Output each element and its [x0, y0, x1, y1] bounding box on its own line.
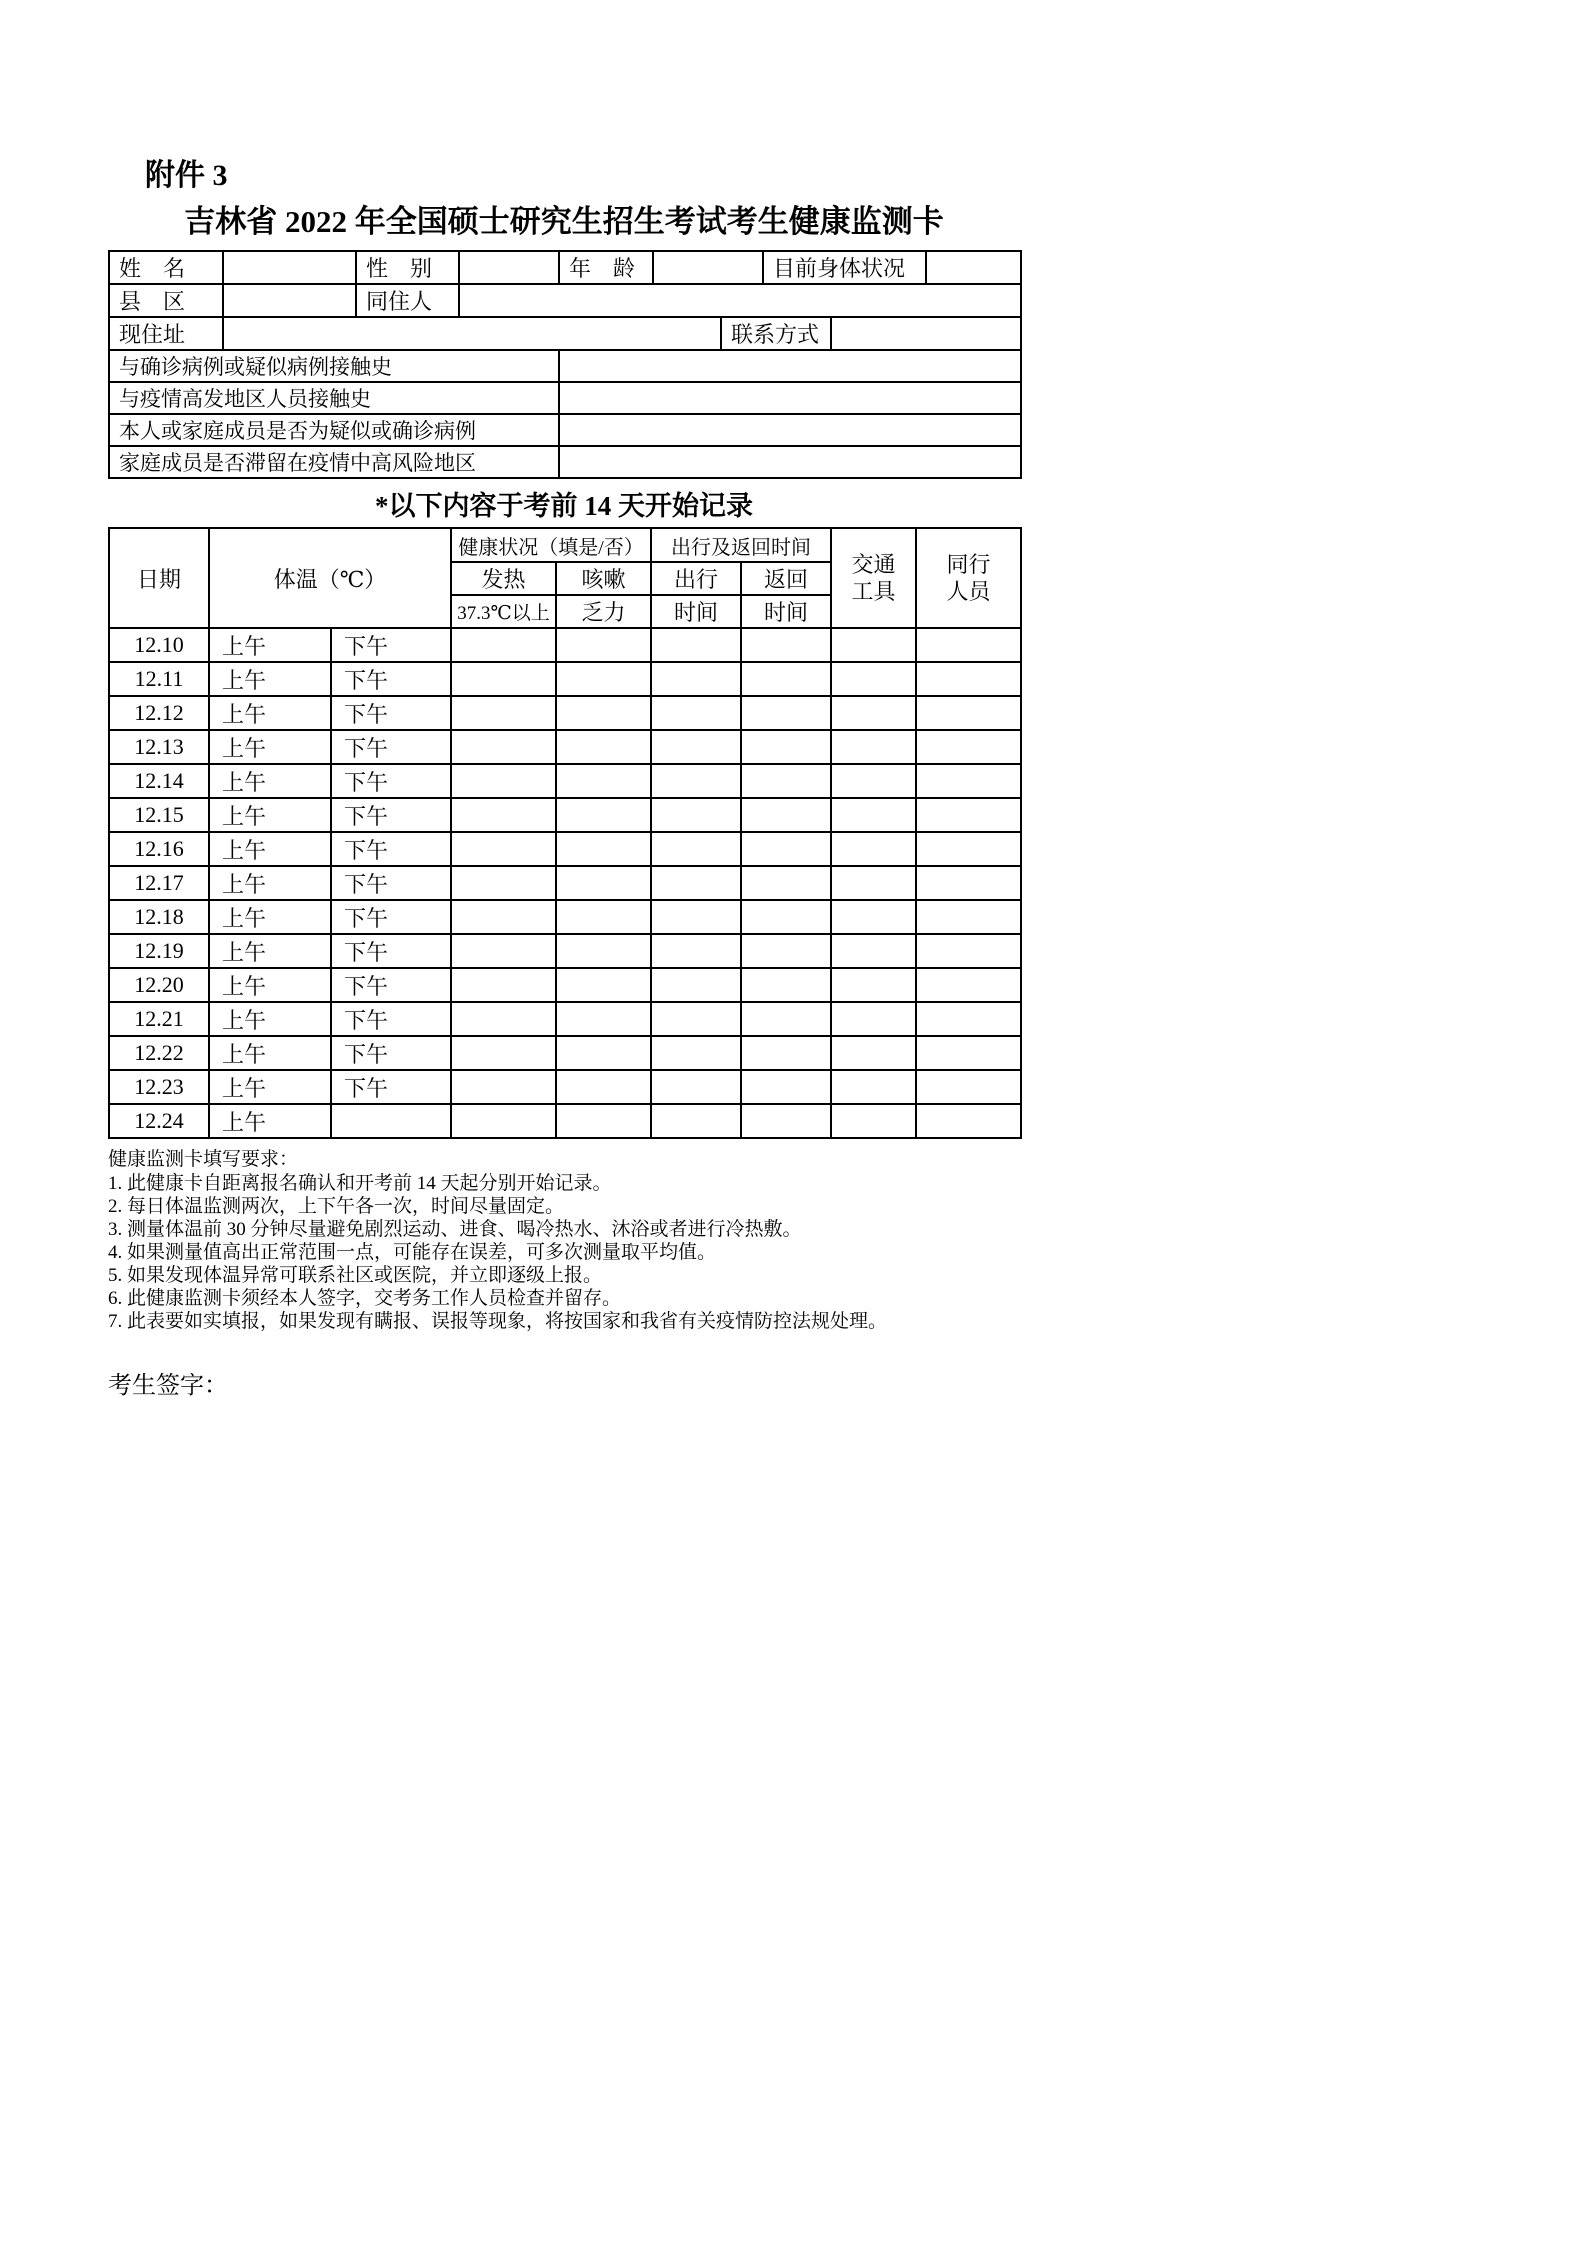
- monitor-depart-cell: [651, 866, 741, 900]
- monitor-row: [109, 934, 1021, 968]
- monitor-companion-cell: [916, 696, 1021, 730]
- monitor-date-cell: 12.18: [109, 900, 209, 934]
- question-label: 与确诊病例或疑似病例接触史: [109, 350, 559, 382]
- monitor-transport-cell: [831, 934, 916, 968]
- monitor-fever-cell: [451, 900, 556, 934]
- monitor-row: [109, 1104, 1021, 1138]
- monitor-companion-cell: [916, 968, 1021, 1002]
- monitor-cough-cell: [556, 832, 651, 866]
- monitor-depart-cell: [651, 764, 741, 798]
- col-header-return: 返回: [741, 562, 831, 595]
- monitor-companion-cell: [916, 662, 1021, 696]
- monitor-row: [109, 662, 1021, 696]
- monitor-am-cell: 上午: [209, 1002, 331, 1036]
- monitor-am-cell: 上午: [209, 1070, 331, 1104]
- col-header-health-status: 健康状况（填是/否）: [451, 528, 651, 562]
- monitor-return-cell: [741, 934, 831, 968]
- monitor-pm-cell: 下午: [331, 832, 451, 866]
- info-row-question: [109, 446, 1021, 478]
- monitor-pm-cell: 下午: [331, 1002, 451, 1036]
- monitor-date-cell: 12.12: [109, 696, 209, 730]
- monitor-fever-cell: [451, 730, 556, 764]
- monitor-pm-cell: 下午: [331, 1070, 451, 1104]
- contact-value-cell: [831, 317, 1021, 350]
- monitor-date-cell: 12.15: [109, 798, 209, 832]
- note-item: 3. 测量体温前 30 分钟尽量避免剧烈运动、进食、喝冷热水、沐浴或者进行冷热敷。: [108, 1219, 802, 1240]
- monitor-return-cell: [741, 798, 831, 832]
- monitor-depart-cell: [651, 1002, 741, 1036]
- col-header-travel-time: 出行及返回时间: [651, 528, 831, 562]
- monitor-row: [109, 764, 1021, 798]
- monitor-am-cell: 上午: [209, 628, 331, 662]
- monitor-transport-cell: [831, 832, 916, 866]
- monitor-depart-cell: [651, 1104, 741, 1138]
- monitor-date-cell: 12.20: [109, 968, 209, 1002]
- col-header-companion: [916, 528, 1021, 628]
- cohabitant-label: 同住人: [356, 284, 459, 317]
- monitor-row: [109, 1002, 1021, 1036]
- monitor-row: [109, 798, 1021, 832]
- monitor-transport-cell: [831, 900, 916, 934]
- monitor-pm-cell: 下午: [331, 900, 451, 934]
- monitor-fever-cell: [451, 628, 556, 662]
- monitor-transport-cell: [831, 764, 916, 798]
- info-row-question: [109, 414, 1021, 446]
- monitor-companion-cell: [916, 1002, 1021, 1036]
- note-item: 5. 如果发现体温异常可联系社区或医院，并立即逐级上报。: [108, 1265, 603, 1286]
- monitor-row: [109, 696, 1021, 730]
- col-header-depart: 出行: [651, 562, 741, 595]
- county-label: 县 区: [109, 284, 223, 317]
- monitor-pm-cell: 下午: [331, 968, 451, 1002]
- gender-label: 性 别: [356, 251, 459, 284]
- monitor-pm-cell: 下午: [331, 696, 451, 730]
- monitor-am-cell: 上午: [209, 764, 331, 798]
- monitor-cough-cell: [556, 968, 651, 1002]
- col-header-transport-line2: 工具: [851, 579, 896, 604]
- monitor-companion-cell: [916, 832, 1021, 866]
- col-header-return-time: 时间: [741, 595, 831, 628]
- monitor-pm-cell: 下午: [331, 866, 451, 900]
- age-label: 年 龄: [559, 251, 653, 284]
- monitor-return-cell: [741, 900, 831, 934]
- monitor-depart-cell: [651, 696, 741, 730]
- monitor-am-cell: 上午: [209, 968, 331, 1002]
- question-label: 与疫情高发地区人员接触史: [109, 382, 559, 414]
- monitor-am-cell: 上午: [209, 730, 331, 764]
- info-row-question: [109, 350, 1021, 382]
- monitor-transport-cell: [831, 730, 916, 764]
- monitor-return-cell: [741, 628, 831, 662]
- name-label: 姓 名: [109, 251, 223, 284]
- monitor-date-cell: 12.22: [109, 1036, 209, 1070]
- col-header-date: 日期: [109, 528, 209, 628]
- monitor-return-cell: [741, 832, 831, 866]
- monitor-cough-cell: [556, 1036, 651, 1070]
- monitor-am-cell: 上午: [209, 866, 331, 900]
- monitor-depart-cell: [651, 934, 741, 968]
- question-label: 家庭成员是否滞留在疫情中高风险地区: [109, 446, 559, 478]
- col-header-fever-threshold: 37.3℃以上: [451, 595, 556, 628]
- info-row-county: [109, 284, 1021, 317]
- info-row-question: [109, 382, 1021, 414]
- monitor-return-cell: [741, 968, 831, 1002]
- section-note: *以下内容于考前 14 天开始记录: [375, 491, 753, 521]
- question-value-cell: [559, 382, 1021, 414]
- monitor-pm-cell: 下午: [331, 1036, 451, 1070]
- monitor-row: [109, 1070, 1021, 1104]
- monitor-fever-cell: [451, 1036, 556, 1070]
- name-value-cell: [223, 251, 356, 284]
- cohabitant-value-cell: [459, 284, 1021, 317]
- monitor-cough-cell: [556, 934, 651, 968]
- monitor-fever-cell: [451, 968, 556, 1002]
- col-header-transport: [831, 528, 916, 628]
- monitor-row: [109, 866, 1021, 900]
- signature-label: 考生签字：: [108, 1373, 228, 1399]
- monitor-return-cell: [741, 1036, 831, 1070]
- monitor-companion-cell: [916, 628, 1021, 662]
- monitor-depart-cell: [651, 662, 741, 696]
- monitor-depart-cell: [651, 968, 741, 1002]
- monitor-return-cell: [741, 696, 831, 730]
- monitor-row: [109, 1036, 1021, 1070]
- gender-value-cell: [459, 251, 559, 284]
- monitor-date-cell: 12.19: [109, 934, 209, 968]
- monitor-companion-cell: [916, 1036, 1021, 1070]
- col-header-depart-time: 时间: [651, 595, 741, 628]
- col-header-temperature: 体温（℃）: [209, 528, 451, 628]
- question-value-cell: [559, 350, 1021, 382]
- monitor-cough-cell: [556, 1002, 651, 1036]
- monitor-depart-cell: [651, 1036, 741, 1070]
- address-label: 现住址: [109, 317, 223, 350]
- col-header-companion-line2: 人员: [946, 579, 991, 604]
- monitor-am-cell: 上午: [209, 662, 331, 696]
- monitor-am-cell: 上午: [209, 696, 331, 730]
- monitor-companion-cell: [916, 764, 1021, 798]
- monitor-date-cell: 12.10: [109, 628, 209, 662]
- monitor-depart-cell: [651, 832, 741, 866]
- monitor-transport-cell: [831, 1104, 916, 1138]
- monitor-return-cell: [741, 1104, 831, 1138]
- monitor-pm-cell: 下午: [331, 798, 451, 832]
- monitor-return-cell: [741, 662, 831, 696]
- question-value-cell: [559, 446, 1021, 478]
- monitor-cough-cell: [556, 628, 651, 662]
- question-value-cell: [559, 414, 1021, 446]
- monitor-fever-cell: [451, 1070, 556, 1104]
- monitor-cough-cell: [556, 900, 651, 934]
- monitor-cough-cell: [556, 764, 651, 798]
- monitor-fever-cell: [451, 798, 556, 832]
- monitor-header-row-1: [109, 528, 1021, 562]
- monitor-return-cell: [741, 730, 831, 764]
- document-content: [108, 158, 1020, 1400]
- current-health-value-cell: [926, 251, 1021, 284]
- monitor-fever-cell: [451, 764, 556, 798]
- monitor-fever-cell: [451, 1104, 556, 1138]
- current-health-label: 目前身体状况: [763, 251, 926, 284]
- monitor-pm-cell: 下午: [331, 730, 451, 764]
- monitor-date-cell: 12.24: [109, 1104, 209, 1138]
- monitor-date-cell: 12.23: [109, 1070, 209, 1104]
- col-header-transport-line1: 交通: [851, 552, 896, 577]
- monitor-cough-cell: [556, 662, 651, 696]
- notes-title: 健康监测卡填写要求：: [108, 1149, 299, 1170]
- monitor-pm-cell: 下午: [331, 628, 451, 662]
- monitor-am-cell: 上午: [209, 900, 331, 934]
- monitor-depart-cell: [651, 628, 741, 662]
- monitor-companion-cell: [916, 1104, 1021, 1138]
- monitor-companion-cell: [916, 900, 1021, 934]
- monitor-pm-cell: 下午: [331, 662, 451, 696]
- notes-section: [108, 1148, 1020, 1333]
- monitor-row: [109, 832, 1021, 866]
- monitor-cough-cell: [556, 1070, 651, 1104]
- monitor-table-body: [109, 628, 1021, 1138]
- monitor-companion-cell: [916, 730, 1021, 764]
- monitor-depart-cell: [651, 1070, 741, 1104]
- monitor-date-cell: 12.21: [109, 1002, 209, 1036]
- notes-list: [108, 1172, 1020, 1333]
- note-item: 4. 如果测量值高出正常范围一点，可能存在误差，可多次测量取平均值。: [108, 1242, 717, 1263]
- note-item: 6. 此健康监测卡须经本人签字，交考务工作人员检查并留存。: [108, 1288, 622, 1309]
- monitor-date-cell: 12.13: [109, 730, 209, 764]
- monitor-transport-cell: [831, 696, 916, 730]
- monitor-fever-cell: [451, 866, 556, 900]
- monitor-date-cell: 12.11: [109, 662, 209, 696]
- info-row-identity: [109, 251, 1021, 284]
- monitor-return-cell: [741, 1070, 831, 1104]
- monitor-fever-cell: [451, 934, 556, 968]
- monitor-transport-cell: [831, 1036, 916, 1070]
- monitor-am-cell: 上午: [209, 934, 331, 968]
- monitor-transport-cell: [831, 662, 916, 696]
- monitor-return-cell: [741, 1002, 831, 1036]
- monitor-row: [109, 968, 1021, 1002]
- county-value-cell: [223, 284, 356, 317]
- monitor-row: [109, 900, 1021, 934]
- monitor-transport-cell: [831, 1070, 916, 1104]
- monitor-transport-cell: [831, 798, 916, 832]
- col-header-companion-line1: 同行: [946, 552, 991, 577]
- monitor-cough-cell: [556, 798, 651, 832]
- monitor-row: [109, 628, 1021, 662]
- monitor-cough-cell: [556, 866, 651, 900]
- monitor-date-cell: 12.16: [109, 832, 209, 866]
- monitor-return-cell: [741, 764, 831, 798]
- col-header-cough: 咳嗽: [556, 562, 651, 595]
- monitor-companion-cell: [916, 798, 1021, 832]
- monitor-am-cell: 上午: [209, 1104, 331, 1138]
- monitor-companion-cell: [916, 934, 1021, 968]
- page-title: 吉林省 2022 年全国硕士研究生招生考试考生健康监测卡: [184, 204, 944, 239]
- monitor-transport-cell: [831, 866, 916, 900]
- monitor-am-cell: 上午: [209, 832, 331, 866]
- monitor-fever-cell: [451, 1002, 556, 1036]
- info-row-address: [109, 317, 1021, 350]
- monitor-cough-cell: [556, 730, 651, 764]
- monitor-companion-cell: [916, 866, 1021, 900]
- monitor-date-cell: 12.14: [109, 764, 209, 798]
- monitor-return-cell: [741, 866, 831, 900]
- monitor-date-cell: 12.17: [109, 866, 209, 900]
- monitor-depart-cell: [651, 798, 741, 832]
- monitor-pm-cell: 下午: [331, 934, 451, 968]
- col-header-fever: 发热: [451, 562, 556, 595]
- monitor-fever-cell: [451, 832, 556, 866]
- info-table: [108, 250, 1022, 479]
- monitor-fever-cell: [451, 662, 556, 696]
- col-header-cough-fatigue: 乏力: [556, 595, 651, 628]
- monitor-pm-cell: 下午: [331, 764, 451, 798]
- question-label: 本人或家庭成员是否为疑似或确诊病例: [109, 414, 559, 446]
- note-item: 2. 每日体温监测两次，上下午各一次，时间尽量固定。: [108, 1196, 565, 1217]
- monitor-am-cell: 上午: [209, 1036, 331, 1070]
- monitor-pm-cell: [331, 1104, 451, 1138]
- monitor-table: [108, 527, 1022, 1139]
- contact-label: 联系方式: [721, 317, 831, 350]
- attachment-label: 附件 3: [145, 159, 228, 192]
- monitor-depart-cell: [651, 730, 741, 764]
- address-value-cell: [223, 317, 721, 350]
- note-item: 7. 此表要如实填报，如果发现有瞒报、误报等现象，将按国家和我省有关疫情防控法规处理。: [108, 1311, 888, 1332]
- monitor-companion-cell: [916, 1070, 1021, 1104]
- note-item: 1. 此健康卡自距离报名确认和开考前 14 天起分别开始记录。: [108, 1173, 612, 1194]
- monitor-depart-cell: [651, 900, 741, 934]
- monitor-am-cell: 上午: [209, 798, 331, 832]
- monitor-row: [109, 730, 1021, 764]
- monitor-cough-cell: [556, 696, 651, 730]
- monitor-transport-cell: [831, 968, 916, 1002]
- monitor-transport-cell: [831, 1002, 916, 1036]
- age-value-cell: [653, 251, 763, 284]
- monitor-cough-cell: [556, 1104, 651, 1138]
- monitor-transport-cell: [831, 628, 916, 662]
- monitor-fever-cell: [451, 696, 556, 730]
